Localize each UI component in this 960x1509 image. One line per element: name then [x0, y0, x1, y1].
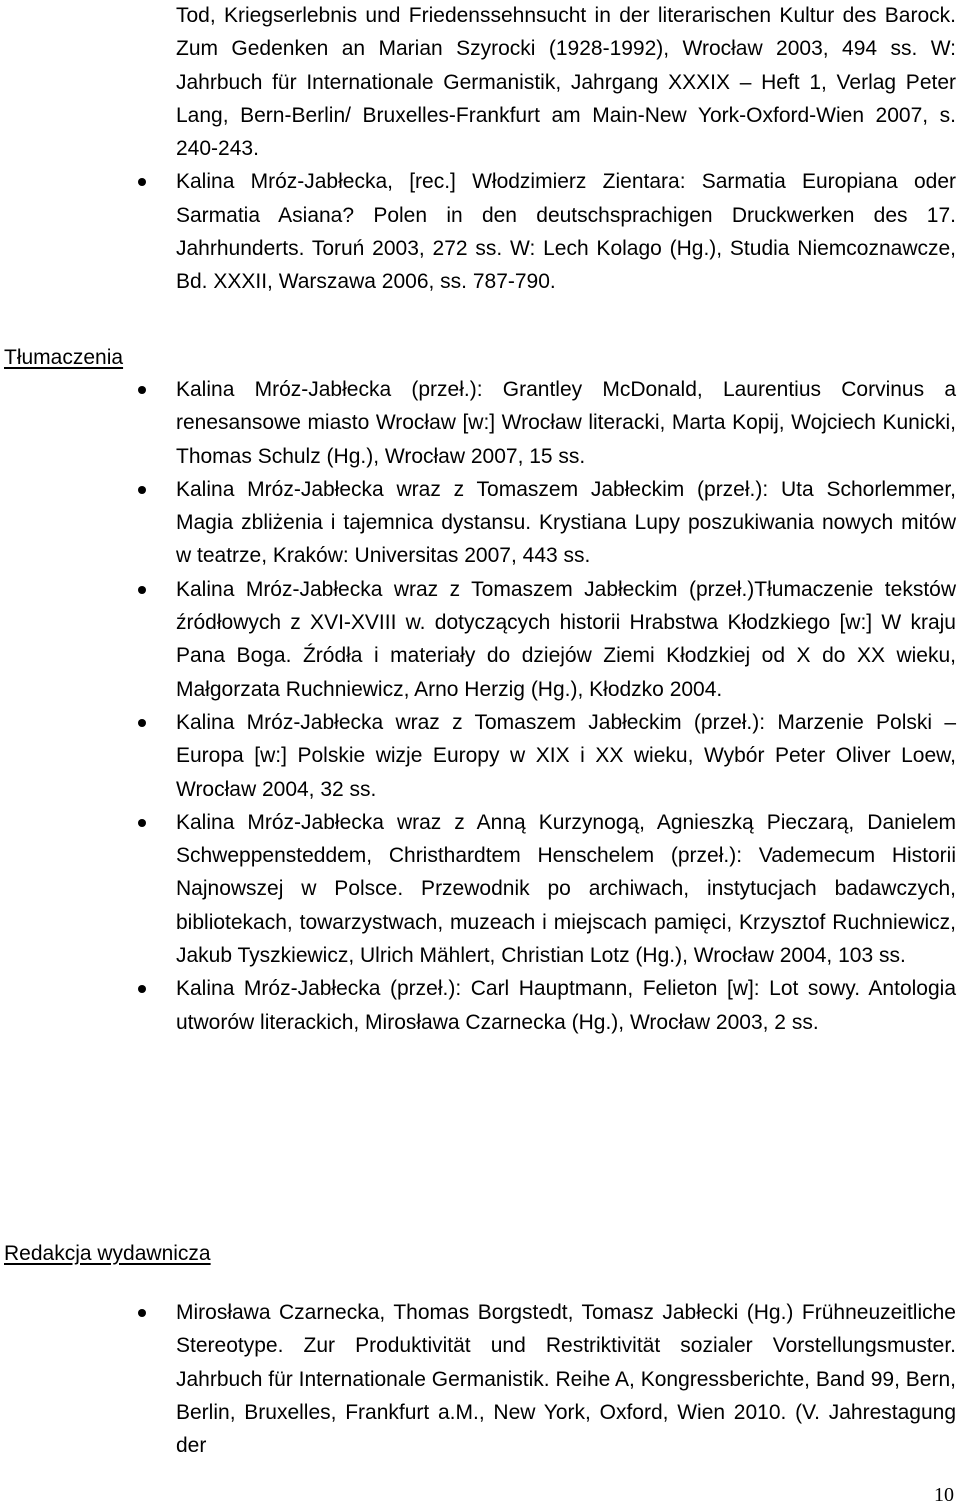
page-number: 10	[934, 1484, 954, 1506]
translation-entry: Kalina Mróz-Jabłecka (przeł.): Grantley McDonald, Laurentius Corvinus a renesansowe miasto Wrocław [w:] Wrocław literacki, Marta Kopij, Wojciech Kunicki, Thomas Schulz (Hg.), Wrocław 2007, 15 ss.	[176, 373, 956, 473]
bibliography-entry-review: Kalina Mróz-Jabłecka, [rec.] Włodzimierz Zientara: Sarmatia Europiana oder Sarmatia Asiana? Polen in den deutschsprachigen Druckwerken des 17. Jahrhunderts. Toruń 2003, 272 ss. W: Lech Kolago (Hg.), Studia Niemcoznawcze, Bd. XXXII, Warszawa 2006, ss. 787-790.	[176, 165, 956, 298]
translations-list	[176, 373, 956, 1039]
section-heading-editorial: Redakcja wydawnicza	[4, 1242, 211, 1265]
translation-entry: Kalina Mróz-Jabłecka wraz z Anną Kurzynogą, Agnieszką Pieczarą, Danielem Schweppensteddem, Christhardtem Henschelem (przeł.): Vademecum Historii Najnowszej w Polsce. Przewodnik po archiwach, instytucjach badawczych, bibliotekach, towarzystwach, muzeach i miejscach pamięci, Krzysztof Ruchniewicz, Jakub Tyszkiewicz, Ulrich Mählert, Christian Lotz (Hg.), Wrocław 2004, 103 ss.	[176, 806, 956, 972]
section-heading-translations: Tłumaczenia	[4, 346, 124, 369]
translation-entry: Kalina Mróz-Jabłecka wraz z Tomaszem Jabłeckim (przeł.): Uta Schorlemmer, Magia zbliżenia i tajemnica dystansu. Krystiana Lupy poszukiwania nowych mitów w teatrze, Kraków: Universitas 2007, 443 ss.	[176, 473, 956, 573]
editorial-entry: Mirosława Czarnecka, Thomas Borgstedt, Tomasz Jabłecki (Hg.) Frühneuzeitliche Stereotype. Zur Produktivität und Restriktivität sozialer Vorstellungsmuster. Jahrbuch für Internationale Germanistik. Reihe A, Kongressberichte, Band 99, Bern, Berlin, Bruxelles, Frankfurt a.M., New York, Oxford, Wien 2010. (V. Jahrestagung der	[176, 1296, 956, 1462]
translation-entry: Kalina Mróz-Jabłecka wraz z Tomaszem Jabłeckim (przeł.): Marzenie Polski – Europa [w:] Polskie wizje Europy w XIX i XX wieku, Wybór Peter Oliver Loew, Wrocław 2004, 32 ss.	[176, 706, 956, 806]
translation-entry: Kalina Mróz-Jabłecka wraz z Tomaszem Jabłeckim (przeł.)Tłumaczenie tekstów źródłowych z XVI-XVIII w. dotyczących historii Hrabstwa Kłodzkiego [w:] W kraju Pana Boga. Źródła i materiały do dziejów Ziemi Kłodzkiej od X do XX wieku, Małgorzata Ruchniewicz, Arno Herzig (Hg.), Kłodzko 2004.	[176, 573, 956, 706]
editorial-list	[176, 1296, 956, 1462]
translation-entry: Kalina Mróz-Jabłecka (przeł.): Carl Hauptmann, Felieton [w]: Lot sowy. Antologia utworów literackich, Mirosława Czarnecka (Hg.), Wrocław 2003, 2 ss.	[176, 972, 956, 1039]
bibliography-entry-continued: Tod, Kriegserlebnis und Friedenssehnsucht in der literarischen Kultur des Barock. Zum Gedenken an Marian Szyrocki (1928-1992), Wrocław 2003, 494 ss. W: Jahrbuch für Internationale Germanistik, Jahrgang XXXIX – Heft 1, Verlag Peter Lang, Bern-Berlin/ Bruxelles-Frankfurt am Main-New York-Oxford-Wien 2007, s. 240-243.	[176, 4, 956, 161]
continued-bibliography-list	[176, 0, 956, 299]
